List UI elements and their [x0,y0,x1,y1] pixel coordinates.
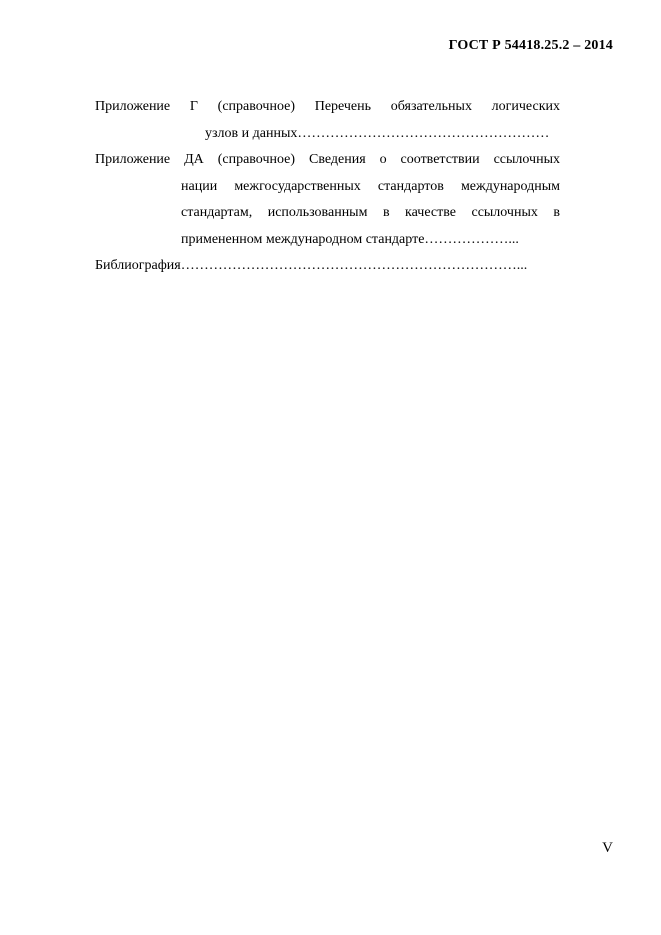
page-number: V [602,840,613,856]
toc-entry-appendix-g [95,97,560,150]
toc-entry-bibliography [95,256,560,283]
toc-entry-title-line: Библиография………………………………………………………………... [95,258,528,273]
toc-entry-continuation-line: нации межгосударственных стандартов международным [181,178,560,194]
document-code-header: ГОСТ Р 54418.25.2 – 2014 [448,38,613,53]
toc-entry-appendix-da [95,150,560,256]
table-of-contents [95,97,560,283]
toc-entry-continuation-line: стандартам, использованным в качестве ссылочных в [181,205,560,220]
toc-entry-title-line: Приложение Г (справочное) Перечень обязательных логических [95,99,560,114]
toc-entry-title-line: Приложение ДА (справочное) Сведения о соответствии ссылочных [95,152,560,167]
toc-entry-continuation-line: узлов и данных……………………………………………… [205,125,550,141]
toc-entry-continuation-line: примененном международном стандарте………………... [181,231,519,247]
